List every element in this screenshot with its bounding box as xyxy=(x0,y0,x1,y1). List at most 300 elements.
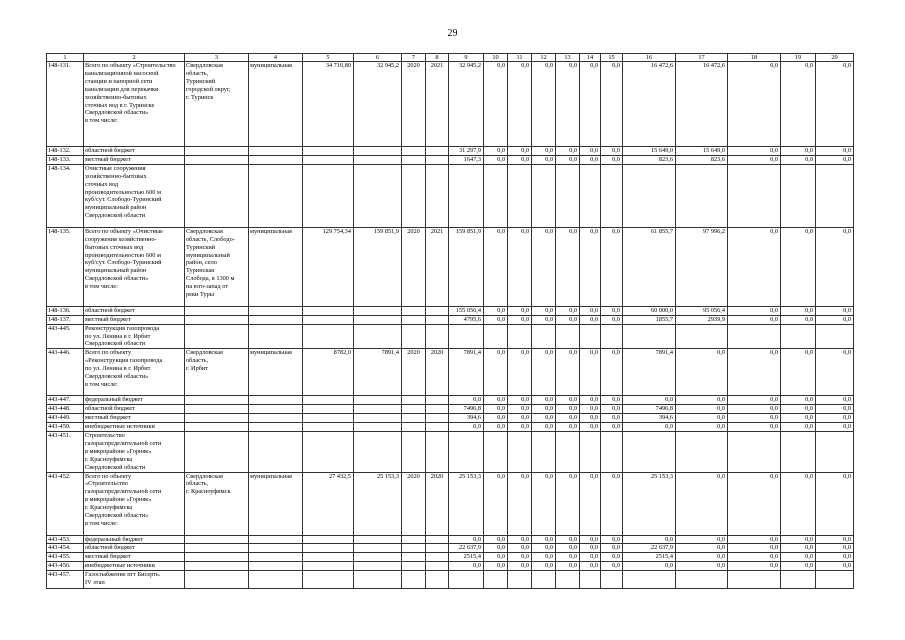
value-cell: 0,0 xyxy=(580,349,601,396)
value-cell: 0,0 xyxy=(816,562,854,571)
table-row xyxy=(47,544,854,553)
column-number-row xyxy=(47,54,854,62)
value-cell xyxy=(623,431,676,472)
value-cell: 2515,4 xyxy=(623,553,676,562)
value-cell: 0,0 xyxy=(449,396,484,405)
ownership-cell xyxy=(249,306,303,315)
value-cell xyxy=(508,164,532,227)
value-cell xyxy=(354,315,402,324)
table-row xyxy=(47,155,854,164)
value-cell: 0,0 xyxy=(532,62,556,147)
column-number: 9 xyxy=(449,54,484,62)
value-cell xyxy=(354,405,402,414)
value-cell: 0,0 xyxy=(484,315,508,324)
value-cell: 0,0 xyxy=(816,349,854,396)
value-cell: 0,0 xyxy=(728,306,781,315)
value-cell xyxy=(426,306,449,315)
column-number: 17 xyxy=(676,54,728,62)
row-id-cell: 443-456. xyxy=(47,562,84,571)
value-cell xyxy=(580,571,601,589)
column-number: 13 xyxy=(556,54,580,62)
value-cell: 0,0 xyxy=(580,562,601,571)
value-cell: 0,0 xyxy=(484,349,508,396)
value-cell: 0,0 xyxy=(484,405,508,414)
column-number: 16 xyxy=(623,54,676,62)
value-cell: 15 649,0 xyxy=(623,147,676,156)
value-cell xyxy=(601,571,623,589)
location-cell xyxy=(185,147,249,156)
value-cell: 0,0 xyxy=(676,405,728,414)
value-cell: 0,0 xyxy=(816,414,854,423)
ownership-cell xyxy=(249,562,303,571)
row-id-cell: 443-448. xyxy=(47,405,84,414)
value-cell: 0,0 xyxy=(449,423,484,432)
value-cell xyxy=(303,535,354,544)
value-cell: 155 056,4 xyxy=(449,306,484,315)
value-cell: 0,0 xyxy=(728,155,781,164)
column-number: 18 xyxy=(728,54,781,62)
value-cell xyxy=(728,324,781,349)
value-cell xyxy=(676,431,728,472)
value-cell: 0,0 xyxy=(484,227,508,306)
value-cell: 0,0 xyxy=(532,155,556,164)
value-cell: 0,0 xyxy=(556,306,580,315)
value-cell xyxy=(426,562,449,571)
value-cell: 2020 xyxy=(402,227,426,306)
table-row xyxy=(47,324,854,349)
row-id-cell: 443-446. xyxy=(47,349,84,396)
value-cell: 7496,8 xyxy=(449,405,484,414)
table-row xyxy=(47,164,854,227)
value-cell xyxy=(354,562,402,571)
value-cell: 0,0 xyxy=(781,315,816,324)
value-cell xyxy=(781,324,816,349)
value-cell xyxy=(303,396,354,405)
value-cell: 0,0 xyxy=(556,553,580,562)
ownership-cell xyxy=(249,405,303,414)
value-cell: 7891,4 xyxy=(623,349,676,396)
column-number: 5 xyxy=(303,54,354,62)
value-cell: 32 945,2 xyxy=(354,62,402,147)
value-cell xyxy=(402,405,426,414)
value-cell: 0,0 xyxy=(508,155,532,164)
value-cell: 0,0 xyxy=(676,396,728,405)
value-cell: 0,0 xyxy=(508,472,532,535)
value-cell: 394,6 xyxy=(623,414,676,423)
value-cell xyxy=(484,431,508,472)
row-id-cell: 148-133. xyxy=(47,155,84,164)
value-cell: 0,0 xyxy=(601,405,623,414)
value-cell: 0,0 xyxy=(580,472,601,535)
value-cell: 0,0 xyxy=(556,62,580,147)
value-cell xyxy=(484,324,508,349)
value-cell: 823,6 xyxy=(623,155,676,164)
value-cell xyxy=(354,155,402,164)
value-cell: 0,0 xyxy=(556,405,580,414)
value-cell: 0,0 xyxy=(508,535,532,544)
value-cell xyxy=(402,553,426,562)
value-cell: 0,0 xyxy=(484,562,508,571)
value-cell xyxy=(402,155,426,164)
value-cell: 0,0 xyxy=(601,155,623,164)
value-cell: 0,0 xyxy=(601,396,623,405)
value-cell: 0,0 xyxy=(781,155,816,164)
value-cell: 0,0 xyxy=(580,155,601,164)
value-cell: 0,0 xyxy=(816,396,854,405)
column-number: 12 xyxy=(532,54,556,62)
value-cell: 7891,4 xyxy=(449,349,484,396)
column-number: 6 xyxy=(354,54,402,62)
value-cell xyxy=(556,571,580,589)
table-row xyxy=(47,562,854,571)
value-cell: 0,0 xyxy=(601,315,623,324)
ownership-cell: муниципальная xyxy=(249,227,303,306)
value-cell: 0,0 xyxy=(484,396,508,405)
value-cell xyxy=(781,571,816,589)
value-cell: 0,0 xyxy=(508,147,532,156)
object-name-cell: местный бюджет xyxy=(84,553,185,562)
value-cell: 2939,9 xyxy=(676,315,728,324)
value-cell xyxy=(303,324,354,349)
value-cell: 129 754,34 xyxy=(303,227,354,306)
table-row xyxy=(47,405,854,414)
value-cell: 16 472,6 xyxy=(676,62,728,147)
value-cell: 0,0 xyxy=(728,535,781,544)
value-cell: 0,0 xyxy=(601,147,623,156)
value-cell: 0,0 xyxy=(556,472,580,535)
value-cell xyxy=(426,431,449,472)
value-cell xyxy=(426,571,449,589)
row-id-cell: 443-451. xyxy=(47,431,84,472)
value-cell xyxy=(728,571,781,589)
value-cell: 0,0 xyxy=(484,535,508,544)
location-cell xyxy=(185,431,249,472)
value-cell xyxy=(449,324,484,349)
value-cell: 0,0 xyxy=(484,553,508,562)
value-cell: 0,0 xyxy=(728,423,781,432)
value-cell: 0,0 xyxy=(676,423,728,432)
value-cell: 0,0 xyxy=(532,396,556,405)
value-cell: 0,0 xyxy=(601,62,623,147)
value-cell: 0,0 xyxy=(781,544,816,553)
value-cell: 0,0 xyxy=(781,535,816,544)
value-cell xyxy=(508,571,532,589)
value-cell xyxy=(303,423,354,432)
value-cell: 0,0 xyxy=(728,414,781,423)
value-cell xyxy=(484,164,508,227)
value-cell: 0,0 xyxy=(601,306,623,315)
value-cell: 0,0 xyxy=(508,553,532,562)
value-cell xyxy=(354,414,402,423)
table-row xyxy=(47,423,854,432)
value-cell: 0,0 xyxy=(816,472,854,535)
value-cell xyxy=(449,431,484,472)
value-cell xyxy=(354,396,402,405)
value-cell xyxy=(303,155,354,164)
value-cell: 0,0 xyxy=(484,423,508,432)
value-cell: 0,0 xyxy=(601,562,623,571)
value-cell: 7496,8 xyxy=(623,405,676,414)
value-cell: 0,0 xyxy=(601,423,623,432)
value-cell: 0,0 xyxy=(532,553,556,562)
object-name-cell: областной бюджет xyxy=(84,405,185,414)
value-cell: 25 153,3 xyxy=(623,472,676,535)
value-cell xyxy=(532,164,556,227)
location-cell xyxy=(185,164,249,227)
value-cell: 0,0 xyxy=(676,414,728,423)
value-cell: 0,0 xyxy=(532,423,556,432)
value-cell: 0,0 xyxy=(508,396,532,405)
value-cell xyxy=(484,571,508,589)
value-cell: 0,0 xyxy=(623,562,676,571)
value-cell xyxy=(354,324,402,349)
value-cell: 0,0 xyxy=(556,535,580,544)
value-cell xyxy=(303,414,354,423)
value-cell: 0,0 xyxy=(816,315,854,324)
value-cell xyxy=(816,431,854,472)
value-cell: 0,0 xyxy=(484,472,508,535)
value-cell: 0,0 xyxy=(484,544,508,553)
table-row xyxy=(47,227,854,306)
value-cell: 95 056,4 xyxy=(676,306,728,315)
value-cell: 0,0 xyxy=(532,472,556,535)
value-cell xyxy=(402,306,426,315)
value-cell: 61 855,7 xyxy=(623,227,676,306)
value-cell: 0,0 xyxy=(728,62,781,147)
table-row xyxy=(47,431,854,472)
value-cell: 2021 xyxy=(426,62,449,147)
row-id-cell: 443-450. xyxy=(47,423,84,432)
value-cell: 27 432,5 xyxy=(303,472,354,535)
value-cell xyxy=(402,423,426,432)
value-cell: 16 472,6 xyxy=(623,62,676,147)
value-cell: 2020 xyxy=(426,349,449,396)
object-name-cell: Всего по объекту «Очистные сооружения хозяйственно- бытовых сточных вод производительностью 600 м куб/сут. Слободо-Туринский муниципальный район Свердловской области» в том числе: xyxy=(84,227,185,306)
location-cell xyxy=(185,535,249,544)
value-cell xyxy=(402,164,426,227)
object-name-cell: федеральный бюджет xyxy=(84,396,185,405)
value-cell xyxy=(402,315,426,324)
value-cell: 0,0 xyxy=(816,405,854,414)
object-name-cell: областной бюджет xyxy=(84,147,185,156)
value-cell: 0,0 xyxy=(728,562,781,571)
value-cell: 0,0 xyxy=(623,396,676,405)
object-name-cell: Всего по объекту «Реконструкция газопровода по ул. Ленина в г. Ирбит Свердловской области» в том числе: xyxy=(84,349,185,396)
value-cell xyxy=(402,324,426,349)
ownership-cell xyxy=(249,147,303,156)
value-cell xyxy=(426,147,449,156)
value-cell: 0,0 xyxy=(580,553,601,562)
value-cell xyxy=(354,164,402,227)
value-cell: 0,0 xyxy=(601,414,623,423)
value-cell xyxy=(676,324,728,349)
row-id-cell: 443-449. xyxy=(47,414,84,423)
value-cell: 22 637,9 xyxy=(449,544,484,553)
value-cell: 0,0 xyxy=(580,62,601,147)
location-cell xyxy=(185,571,249,589)
value-cell: 1647,3 xyxy=(449,155,484,164)
ownership-cell xyxy=(249,571,303,589)
value-cell: 0,0 xyxy=(816,306,854,315)
value-cell xyxy=(508,324,532,349)
value-cell: 0,0 xyxy=(781,227,816,306)
value-cell: 0,0 xyxy=(728,405,781,414)
value-cell: 0,0 xyxy=(580,535,601,544)
value-cell: 4795,6 xyxy=(449,315,484,324)
row-id-cell: 148-136. xyxy=(47,306,84,315)
column-number: 7 xyxy=(402,54,426,62)
value-cell: 0,0 xyxy=(728,553,781,562)
value-cell: 0,0 xyxy=(676,553,728,562)
value-cell: 0,0 xyxy=(508,62,532,147)
row-id-cell: 443-454. xyxy=(47,544,84,553)
value-cell: 25 153,3 xyxy=(354,472,402,535)
value-cell: 0,0 xyxy=(532,147,556,156)
value-cell xyxy=(354,306,402,315)
ownership-cell xyxy=(249,535,303,544)
value-cell xyxy=(303,571,354,589)
ownership-cell xyxy=(249,396,303,405)
table-row xyxy=(47,472,854,535)
value-cell: 0,0 xyxy=(816,535,854,544)
value-cell xyxy=(303,147,354,156)
value-cell: 2515,4 xyxy=(449,553,484,562)
value-cell: 0,0 xyxy=(556,349,580,396)
value-cell: 0,0 xyxy=(532,414,556,423)
value-cell xyxy=(676,571,728,589)
object-name-cell: областной бюджет xyxy=(84,544,185,553)
value-cell xyxy=(426,553,449,562)
location-cell xyxy=(185,414,249,423)
location-cell xyxy=(185,562,249,571)
value-cell: 0,0 xyxy=(556,414,580,423)
column-number: 8 xyxy=(426,54,449,62)
value-cell: 0,0 xyxy=(623,535,676,544)
value-cell: 0,0 xyxy=(556,396,580,405)
value-cell: 0,0 xyxy=(580,405,601,414)
value-cell xyxy=(556,431,580,472)
value-cell xyxy=(532,571,556,589)
value-cell: 0,0 xyxy=(556,562,580,571)
value-cell xyxy=(426,315,449,324)
value-cell xyxy=(354,535,402,544)
value-cell xyxy=(303,164,354,227)
object-name-cell: местный бюджет xyxy=(84,414,185,423)
value-cell: 15 649,0 xyxy=(676,147,728,156)
value-cell: 0,0 xyxy=(728,227,781,306)
value-cell xyxy=(426,544,449,553)
value-cell: 2020 xyxy=(402,349,426,396)
value-cell: 0,0 xyxy=(508,562,532,571)
value-cell: 394,6 xyxy=(449,414,484,423)
value-cell: 22 637,9 xyxy=(623,544,676,553)
value-cell: 0,0 xyxy=(728,349,781,396)
value-cell xyxy=(816,571,854,589)
location-cell: Свердловская область, Слободо- Туринский муниципальный район, село Туринская Слобода, в 1300 м на юго-запад от реки Туры xyxy=(185,227,249,306)
value-cell: 25 153,3 xyxy=(449,472,484,535)
value-cell xyxy=(354,544,402,553)
value-cell: 0,0 xyxy=(781,147,816,156)
value-cell: 1855,7 xyxy=(623,315,676,324)
value-cell xyxy=(601,164,623,227)
location-cell xyxy=(185,423,249,432)
value-cell xyxy=(449,164,484,227)
value-cell: 0,0 xyxy=(508,423,532,432)
value-cell: 0,0 xyxy=(728,472,781,535)
value-cell xyxy=(623,164,676,227)
location-cell: Свердловская область, Туринский городской округ, г. Туринск xyxy=(185,62,249,147)
ownership-cell xyxy=(249,155,303,164)
value-cell xyxy=(303,431,354,472)
location-cell xyxy=(185,324,249,349)
value-cell: 0,0 xyxy=(601,349,623,396)
column-number: 15 xyxy=(601,54,623,62)
value-cell xyxy=(580,324,601,349)
value-cell: 0,0 xyxy=(508,405,532,414)
ownership-cell xyxy=(249,324,303,349)
value-cell: 2020 xyxy=(402,472,426,535)
column-number: 3 xyxy=(185,54,249,62)
value-cell: 0,0 xyxy=(816,544,854,553)
value-cell xyxy=(402,571,426,589)
ownership-cell xyxy=(249,414,303,423)
location-cell xyxy=(185,155,249,164)
value-cell xyxy=(303,553,354,562)
value-cell xyxy=(402,535,426,544)
value-cell: 0,0 xyxy=(532,315,556,324)
value-cell: 0,0 xyxy=(816,423,854,432)
object-name-cell: Строительство газораспределительной сети в микрорайоне «Горняк» г. Красноуфимска Свердловской области xyxy=(84,431,185,472)
object-name-cell: Всего по объекту «Строительство газораспределительной сети в микрорайоне «Горняк» г. Красноуфимска Свердловской области» в том числе: xyxy=(84,472,185,535)
value-cell: 0,0 xyxy=(508,306,532,315)
value-cell: 0,0 xyxy=(623,423,676,432)
object-name-cell: областной бюджет xyxy=(84,306,185,315)
value-cell: 0,0 xyxy=(676,535,728,544)
value-cell: 0,0 xyxy=(484,414,508,423)
value-cell xyxy=(556,164,580,227)
value-cell: 0,0 xyxy=(676,544,728,553)
value-cell xyxy=(303,562,354,571)
row-id-cell: 148-137. xyxy=(47,315,84,324)
value-cell: 0,0 xyxy=(781,553,816,562)
value-cell xyxy=(508,431,532,472)
value-cell: 0,0 xyxy=(449,535,484,544)
value-cell xyxy=(623,571,676,589)
row-id-cell: 148-135. xyxy=(47,227,84,306)
value-cell xyxy=(354,431,402,472)
value-cell xyxy=(354,553,402,562)
column-number: 11 xyxy=(508,54,532,62)
value-cell: 0,0 xyxy=(532,306,556,315)
ownership-cell: муниципальная xyxy=(249,472,303,535)
value-cell: 0,0 xyxy=(728,396,781,405)
value-cell: 0,0 xyxy=(532,227,556,306)
row-id-cell: 443-453. xyxy=(47,535,84,544)
value-cell: 34 710,80 xyxy=(303,62,354,147)
value-cell: 97 996,2 xyxy=(676,227,728,306)
value-cell xyxy=(580,431,601,472)
value-cell: 0,0 xyxy=(781,349,816,396)
object-name-cell: Всего по объекту «Строительство канализационной насосной станции и напорной сети канализации для перекачки хозяйственно-бытовых сточных вод в г. Туринске Свердловской области» в том числе: xyxy=(84,62,185,147)
row-id-cell: 148-132. xyxy=(47,147,84,156)
column-number: 20 xyxy=(816,54,854,62)
value-cell xyxy=(426,164,449,227)
value-cell: 0,0 xyxy=(580,227,601,306)
location-cell xyxy=(185,405,249,414)
value-cell: 0,0 xyxy=(556,544,580,553)
value-cell: 0,0 xyxy=(601,227,623,306)
value-cell: 0,0 xyxy=(484,155,508,164)
